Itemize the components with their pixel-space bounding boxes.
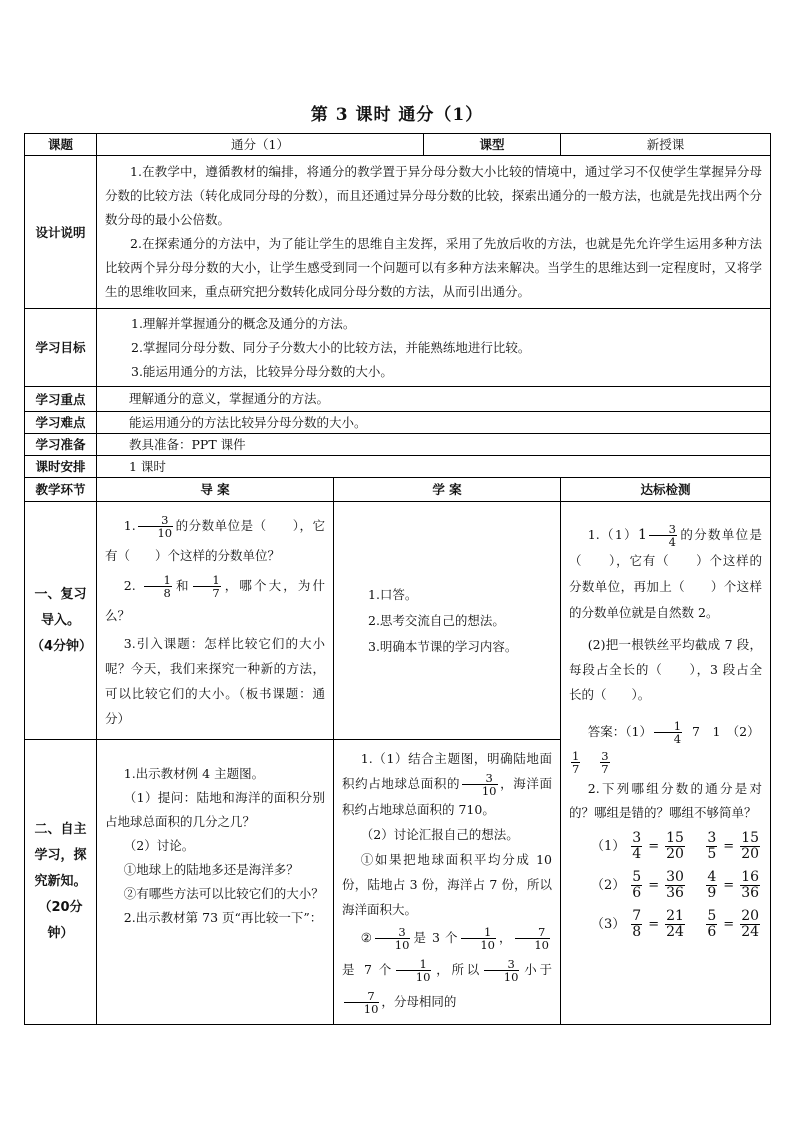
fraction: $\frac{3}{10}$ <box>462 772 497 797</box>
guide-q3: 3.引入课题：怎样比较它们的大小呢？今天，我们来探究一种新的方法，可以比较它们的大小。（板书课题：通分） <box>105 635 325 726</box>
fraction: $\frac{21}{24}$ <box>666 908 684 940</box>
col-stage-header: 教学环节 <box>25 478 97 502</box>
key-point-value: 理解通分的意义，掌握通分的方法。 <box>129 391 330 406</box>
guide-item: 2.出示教材第 73 页“再比较一下”： <box>123 910 323 925</box>
guide-q2-text: ，哪个大，为什么？ <box>105 577 325 623</box>
design-paragraph-2: 2.在探索通分的方法中，为了能让学生的思维自主发挥，采用了先放后收的方法，也就是先允许学生运用多种方法比较两个异分母分数的大小，让学生感受到同一个问题可以有多种方法来解决。当学生的思维达到一定程度时，又将学生的思维收回来，重点研究把分数转化成同分母分数的方法，从而引出通分。 <box>105 236 763 299</box>
answer-text: 7 1 （2） <box>692 724 760 739</box>
study-item: 1.口答。 <box>368 586 418 602</box>
answer-prefix: 答案：（1） <box>587 724 652 739</box>
guide-q2-prefix: 2. <box>123 577 136 593</box>
design-label: 设计说明 <box>25 156 97 309</box>
difficulty-value: 能运用通分的方法比较异分母分数的大小。 <box>129 415 367 430</box>
fraction: $\frac{1}{7}$ <box>193 574 221 599</box>
fraction: $\frac{1}{7}$ <box>572 749 580 776</box>
study-s1-text-2: ，海洋面积约占地球总面积的 710。 <box>342 776 552 817</box>
stage2-time: （20分钟） <box>38 900 83 941</box>
stage1-guide <box>97 502 334 740</box>
check-q1-2: (2)把一根铁丝平均截成 7 段，每段占全长的（ ），3 段占全长的（ ）。 <box>569 637 763 702</box>
study-item: 2.思考交流自己的想法。 <box>368 612 505 628</box>
fraction: $\frac{5}{6}$ <box>632 869 642 901</box>
goal-item: 2.掌握同分母分数、同分子分数大小的比较方法，并能熟练地进行比较。 <box>131 339 531 355</box>
schedule-value: 1 课时 <box>129 459 166 474</box>
difficulty-label: 学习难点 <box>25 412 97 434</box>
type-value: 新授课 <box>561 134 771 156</box>
type-label: 课型 <box>424 134 561 156</box>
prep-label: 学习准备 <box>25 434 97 456</box>
schedule-label: 课时安排 <box>25 456 97 478</box>
equals-sign: = <box>723 916 735 932</box>
key-point-label: 学习重点 <box>25 387 97 412</box>
fraction: $\frac{20}{24}$ <box>741 908 760 940</box>
design-paragraph-1: 1.在教学中，遵循教材的编排，将通分的教学置于异分母分数大小比较的情境中，通过学习不仅使学生掌握异分母分数的比较方法（转化成同分母的分数），而且还通过异分母分数的比较，探索出通分的一般方法，也就是先找出两个分数分母的最小公倍数。 <box>105 164 763 227</box>
fraction: $\frac{5}{6}$ <box>707 908 717 940</box>
fraction: $\frac{3}{10}$ <box>138 514 173 539</box>
fraction: $\frac{15}{20}$ <box>666 830 684 862</box>
stage1-cell <box>25 502 97 740</box>
equation-row <box>591 831 762 862</box>
stage2-cell <box>25 740 97 1025</box>
equation-row-label: （2） <box>591 877 626 893</box>
fraction: $\frac{3}{10}$ <box>484 958 519 983</box>
fraction: $\frac{30}{36}$ <box>666 869 684 901</box>
col-study-header: 学 案 <box>334 478 561 502</box>
goal-item: 3.能运用通分的方法，比较异分母分数的大小。 <box>131 363 393 379</box>
equals-sign: = <box>648 838 660 854</box>
guide-item: 1.出示教材例 4 主题图。 <box>123 766 265 781</box>
fraction: $\frac{4}{9}$ <box>707 869 717 901</box>
fraction: $\frac{1}{10}$ <box>396 958 431 983</box>
guide-item: （2）讨论。 <box>123 838 195 853</box>
equation-row <box>591 909 762 940</box>
stage2-name: 二、自主学习，探究新知。 <box>34 822 87 889</box>
stage1-name: 一、复习导入。 <box>34 586 87 628</box>
check-q2: 2.下列哪组分数的通分是对的？哪组是错的？哪组不够简单？ <box>569 781 763 820</box>
equals-sign: = <box>723 838 735 854</box>
fraction: $\frac{3}{10}$ <box>375 926 410 951</box>
guide-item: （1）提问：陆地和海洋的面积分别占地球总面积的几分之几？ <box>105 790 325 829</box>
topic-label: 课题 <box>25 134 97 156</box>
check-cell <box>561 502 771 1025</box>
stage1-time: （4分钟） <box>31 638 93 654</box>
stage2-guide <box>97 740 334 1025</box>
study-s2: （2）讨论汇报自己的想法。 <box>360 827 519 842</box>
fraction: $\frac{3}{5}$ <box>707 830 717 862</box>
guide-item: ①地球上的陆地多还是海洋多？ <box>123 862 299 877</box>
study-item: 3.明确本节课的学习内容。 <box>368 638 518 654</box>
guide-item: ②有哪些方法可以比较它们的大小？ <box>123 886 324 901</box>
equals-sign: = <box>648 916 660 932</box>
goals-label: 学习目标 <box>25 309 97 387</box>
guide-q1-prefix: 1. <box>123 517 136 533</box>
fraction: $\frac{15}{20}$ <box>741 830 760 862</box>
fraction: $\frac{7}{10}$ <box>344 990 379 1015</box>
stage2-study: 1.（1）结合主题图，明确陆地面积约占地球总面积的 $\frac{3}{10}$ ，海洋面积约占地球总面积的 710。 （2）讨论汇报自己的想法。 ①如果把地球面积平均分成 10 份，陆地占 3 份，海洋占 7 份，所以海洋面积大。 ② $\frac{3}{10}$ 是 3 个 $\frac{1}{10}$ ， $\frac{7}{10}$ 是 7 个 $\frac{1}{10}$ ，所以 $\frac{3}{10}$ 小于 $\frac{7}{10}$ ，分母相同的 <box>334 740 561 1025</box>
col-check-header: 达标检测 <box>561 478 771 502</box>
fraction: $\frac{3}{4}$ <box>649 523 677 548</box>
guide-q2-and: 和 <box>173 577 191 593</box>
goal-item: 1.理解并掌握通分的概念及通分的方法。 <box>131 315 356 331</box>
mixed-whole: 1 <box>638 527 647 543</box>
fraction: $\frac{7}{8}$ <box>632 908 642 940</box>
fraction: $\frac{1}{8}$ <box>144 574 172 599</box>
col-guide-header: 导 案 <box>97 478 334 502</box>
prep-value: 教具准备：PPT 课件 <box>129 437 246 452</box>
equals-sign: = <box>648 877 660 893</box>
page-title: 第 3 课时 通分（1） <box>310 105 484 125</box>
fraction: $\frac{3}{4}$ <box>632 830 642 862</box>
fraction: $\frac{1}{4}$ <box>654 720 682 745</box>
lesson-plan-table <box>24 133 771 1025</box>
study-s1-text: 1.（1）结合主题图，明确陆地面积约占地球总面积的 <box>342 751 553 791</box>
topic-value: 通分（1） <box>97 134 424 156</box>
study-s3: ①如果把地球面积平均分成 10 份，陆地占 3 份，海洋占 7 份，所以海洋面积大。 <box>342 852 553 917</box>
equals-sign: = <box>723 877 735 893</box>
check-q1-prefix: 1.（1） <box>587 527 638 542</box>
check-q1-text: 的分数单位是（ ），它有（ ）个这样的分数单位，再加上（ ）个这样的分数单位就是自然数 2。 <box>569 527 763 620</box>
fraction: $\frac{3}{7}$ <box>601 749 609 776</box>
fraction: $\frac{16}{36}$ <box>741 869 760 901</box>
fraction: $\frac{1}{10}$ <box>461 926 496 951</box>
equation-rows <box>569 831 762 940</box>
equation-row-label: （3） <box>591 916 626 932</box>
equation-row-label: （1） <box>591 838 626 854</box>
fraction: $\frac{7}{10}$ <box>515 926 550 951</box>
equation-row <box>591 870 762 901</box>
guide-q1-text: 的分数单位是（ ），它有（ ）个这样的分数单位？ <box>105 517 325 563</box>
